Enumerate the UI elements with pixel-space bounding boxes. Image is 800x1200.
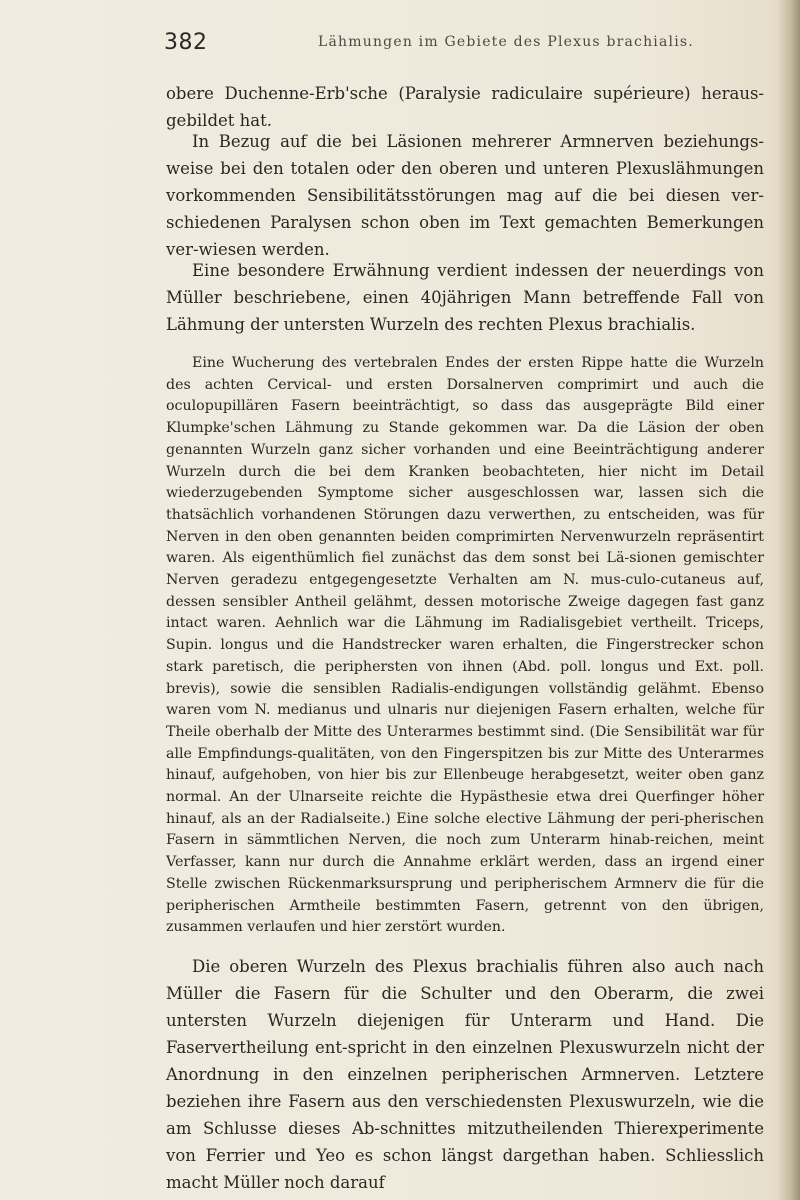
paragraph-case-detail: Eine Wucherung des vertebralen Endes der ersten Rippe hatte die Wurzeln des achten Cervical- und ersten Dorsalnerven comprimirt und auch die oculopupillären Fasern beeinträchtigt, so dass das ausgeprägte Bild einer Klumpke'schen Lähmung zu Stande gekommen war. Da die Läsion der oben genannten Wurzeln ganz sicher vorhanden und eine Beeinträchtigung anderer Wurzeln durch die bei dem Kranken beobachteten, hier nicht im Detail wiederzugebenden Symptome sicher ausgeschlossen war, lassen sich die thatsächlich vorhandenen Störungen dazu verwerthen, zu entscheiden, was für Nerven in den oben genannten beiden comprimirten Nervenwurzeln repräsentirt waren. Als eigenthümlich fiel zunächst das dem sonst bei Lä-sionen gemischter Nerven geradezu entgegengesetzte Verhalten am N. mus-culo-cutaneus auf, dessen sensibler Antheil gelähmt, dessen motorische Zweige dagegen fast ganz intact waren. Aehnlich war die Lähmung im Radialisgebiet vertheilt. Triceps, Supin. longus und die Handstrecker waren erhalten, die Fingerstrecker schon stark paretisch, die periphersten von ihnen (Abd. poll. longus und Ext. poll. brevis), sowie die sensiblen Radialis-endigungen vollständig gelähmt. Ebenso waren vom N. medianus und ulnaris nur diejenigen Fasern erhalten, welche für Theile oberhalb der Mitte des Unterarmes bestimmt sind. (Die Sensibilität war für alle Empfindungs-qualitäten, von den Fingerspitzen bis zur Mitte des Unterarmes hinauf, aufgehoben, von hier bis zur Ellenbeuge herabgesetzt, weiter oben ganz normal. An der Ulnarseite reichte die Hypästhesie etwa drei Querfinger höher hinauf, als an der Radialseite.) Eine solche elective Lähmung der peri-pherischen Fasern in sämmtlichen Nerven, die noch zum Unterarm hinab-reichen, meint Verfasser, kann nur durch die Annahme erklärt werden, dass an irgend einer Stelle zwischen Rückenmarksursprung und peripherischem Armnerv die für die peripherischen Armtheile bestimmten Fasern, getrennt von den übrigen, zusammen verlaufen und hier zerstört wurden. — [166, 355, 764, 936]
page-number: 382 — [164, 30, 208, 55]
paragraph-mueller-case: Eine besondere Erwähnung verdient indessen der neuerdings von Müller beschriebene, einen 40jährigen Mann betreffende Fall von Lähmung der untersten Wurzeln des rechten Plexus brachialis. — [166, 261, 764, 334]
paragraph-intro-continuation: obere Duchenne-Erb'sche (Paralysie radiculaire supérieure) heraus-gebildet hat. — [166, 84, 764, 130]
page-header — [120, 30, 760, 58]
page-edge-shadow — [778, 0, 800, 1200]
paragraph-sensibility: In Bezug auf die bei Läsionen mehrerer Armnerven beziehungs-weise bei den totalen oder den oberen und unteren Plexuslähmungen vorkommenden Sensibilitätsstörungen mag auf die bei diesen ver-schiedenen Paralysen schon oben im Text gemachten Bemerkungen ver-wiesen werden. — [166, 132, 764, 259]
running-title: Lähmungen im Gebiete des Plexus brachialis. — [318, 34, 694, 50]
paragraph-conclusion: Die oberen Wurzeln des Plexus brachialis führen also auch nach Müller die Fasern für die Schulter und den Oberarm, die zwei untersten Wurzeln diejenigen für Unterarm und Hand. Die Faservertheilung ent-spricht in den einzelnen Plexuswurzeln nicht der Anordnung in den einzelnen peripherischen Armnerven. Letztere beziehen ihre Fasern aus den verschiedensten Plexuswurzeln, wie die am Schlusse dieses Ab-schnittes mitzutheilenden Thierexperimente von Ferrier und Yeo es schon längst dargethan haben. Schliesslich macht Müller noch darauf — [166, 957, 764, 1192]
